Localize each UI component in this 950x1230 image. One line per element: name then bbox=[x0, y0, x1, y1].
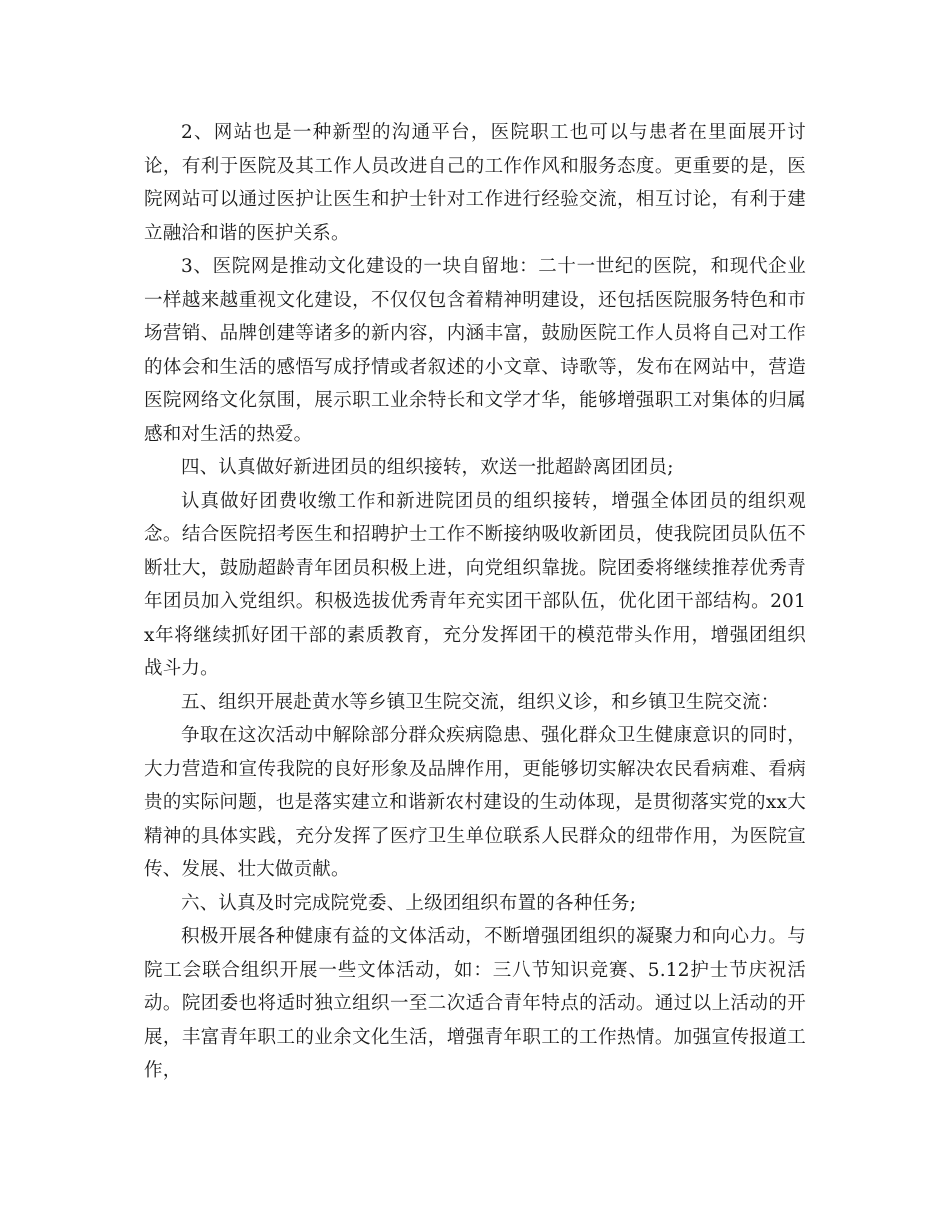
paragraph-township-exchange: 争取在这次活动中解除部分群众疾病隐患、强化群众卫生健康意识的同时，大力营造和宣传我院的良好形象及品牌作用，更能够切实解决农民看病难、看病贵的实际问题，也是落实建立和谐新农村建设的生动体现，是贯彻落实党的xx大精神的具体实践，充分发挥了医疗卫生单位联系人民群众的纽带作用，为医院宣传、发展、壮大做贡献。 bbox=[144, 725, 806, 880]
paragraph-member-transfer: 认真做好团费收缴工作和新进院团员的组织接转，增强全体团员的组织观念。结合医院招考医生和招聘护士工作不断接纳吸收新团员，使我院团员队伍不断壮大，鼓励超龄青年团员积极上进，向党组织靠拢。院团委将继续推荐优秀青年团员加入党组织。积极选拔优秀青年充实团干部队伍，优化团干部结构。201x年将继续抓好团干部的素质教育，充分发挥团干的模范带头作用，增强团组织战斗力。 bbox=[144, 490, 806, 679]
heading-section-five: 五、组织开展赴黄水等乡镇卫生院交流，组织义诊，和乡镇卫生院交流： bbox=[181, 691, 780, 713]
paragraph-cultural-activities: 积极开展各种健康有益的文体活动，不断增强团组织的凝聚力和向心力。与院工会联合组织开展一些文体活动，如：三八节知识竞赛、5.12护士节庆祝活动。院团委也将适时独立组织一至二次适合青年特点的活动。通过以上活动的开展，丰富青年职工的业余文化生活，增强青年职工的工作热情。加强宣传报道工作， bbox=[144, 926, 806, 1081]
paragraph-website-communication: 2、网站也是一种新型的沟通平台，医院职工也可以与患者在里面展开讨论，有利于医院及其工作人员改进自己的工作作风和服务态度。更重要的是，医院网站可以通过医护让医生和护士针对工作进行经验交流，相互讨论，有利于建立融洽和谐的医护关系。 bbox=[144, 122, 806, 244]
heading-section-four: 四、认真做好新进团员的组织接转，欢送一批超龄离团团员; bbox=[181, 457, 674, 478]
paragraph-culture-building: 3、医院网是推动文化建设的一块自留地：二十一世纪的医院，和现代企业一样越来越重视文化建设，不仅仅包含着精神明建设，还包括医院服务特色和市场营销、品牌创建等诸多的新内容，内涵丰富，鼓励医院工作人员将自己对工作的体会和生活的感悟写成抒情或者叙述的小文章、诗歌等，发布在网站中，营造医院网络文化氛围，展示职工业余特长和文学才华，能够增强职工对集体的归属感和对生活的热爱。 bbox=[144, 256, 806, 445]
document-body bbox=[144, 116, 806, 1088]
heading-section-six: 六、认真及时完成院党委、上级团组织布置的各种任务; bbox=[181, 892, 637, 914]
